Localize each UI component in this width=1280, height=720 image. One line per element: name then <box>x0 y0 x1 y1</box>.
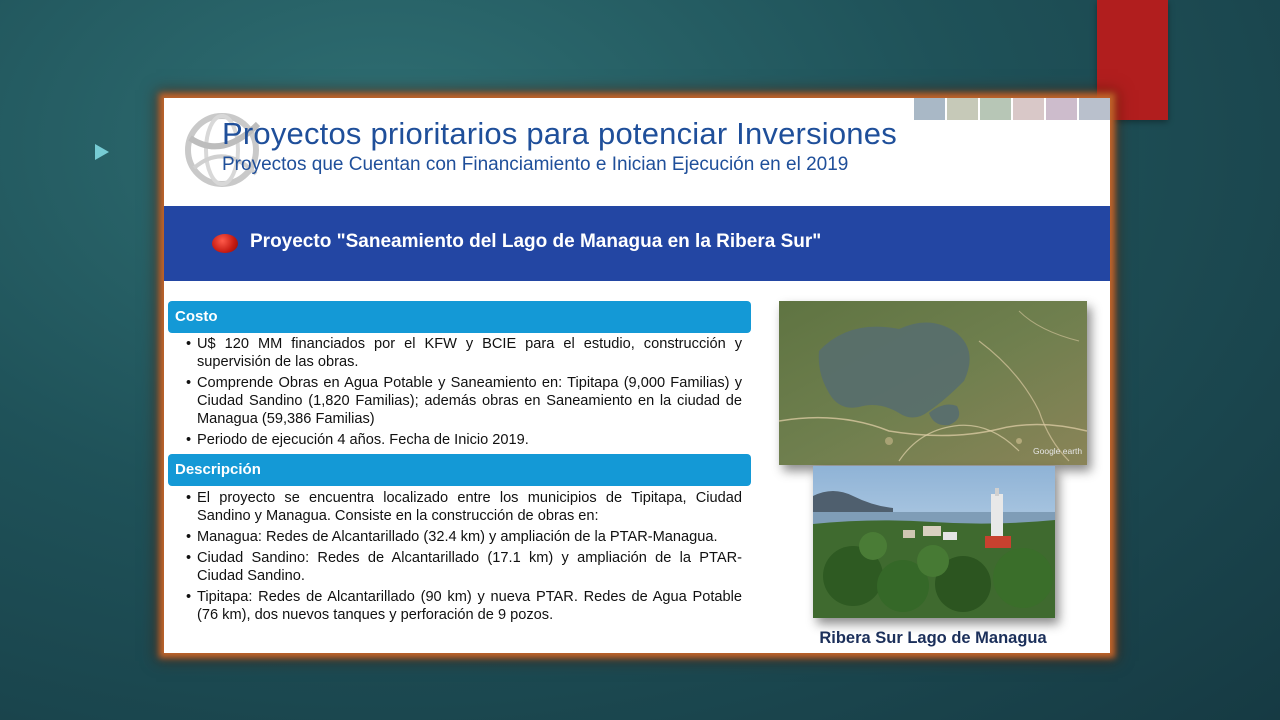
color-swatch <box>914 98 945 120</box>
list-item: • Periodo de ejecución 4 años. Fecha de Inicio 2019. <box>186 431 742 449</box>
red-bullet-icon <box>212 234 238 253</box>
descripcion-heading: Descripción <box>168 454 751 486</box>
arrow-icon <box>95 144 109 160</box>
project-banner <box>164 206 1110 281</box>
color-swatches <box>912 98 1110 120</box>
page-subtitle: Proyectos que Cuentan con Financiamiento e Inician Ejecución en el 2019 <box>222 154 849 175</box>
image-caption: Ribera Sur Lago de Managua <box>819 629 1047 647</box>
list-item: • Managua: Redes de Alcantarillado (32.4 km) y ampliación de la PTAR-Managua. <box>186 528 742 546</box>
slide-card <box>164 98 1110 653</box>
list-item: • Tipitapa: Redes de Alcantarillado (90 km) y nueva PTAR. Redes de Agua Potable (76 km), dos nuevos tanques y perforación de 9 pozos. <box>186 588 742 624</box>
costo-list <box>186 335 742 452</box>
color-swatch <box>1046 98 1077 120</box>
descripcion-list <box>186 489 742 627</box>
city-photo-image <box>813 466 1055 618</box>
satellite-map-image <box>779 301 1087 465</box>
list-item: • El proyecto se encuentra localizado entre los municipios de Tipitapa, Ciudad Sandino y Managua. Consiste en la construcción de obras en: <box>186 489 742 525</box>
map-watermark: Google earth <box>1033 446 1083 456</box>
list-item: • U$ 120 MM financiados por el KFW y BCIE para el estudio, construcción y supervisión de las obras. <box>186 335 742 371</box>
color-swatch <box>947 98 978 120</box>
list-item: • Comprende Obras en Agua Potable y Saneamiento en: Tipitapa (9,000 Familias) y Ciudad Sandino (1,820 Familias); además obras en Saneamiento en la ciudad de Managua (59,386 Familias) <box>186 374 742 428</box>
color-swatch <box>1079 98 1110 120</box>
page-title: Proyectos prioritarios para potenciar Inversiones <box>222 116 897 151</box>
color-swatch <box>1013 98 1044 120</box>
project-banner-title: Proyecto "Saneamiento del Lago de Managua en la Ribera Sur" <box>250 231 822 252</box>
costo-heading: Costo <box>168 301 751 333</box>
color-swatch <box>980 98 1011 120</box>
list-item: • Ciudad Sandino: Redes de Alcantarillado (17.1 km) y ampliación de la PTAR- Ciudad Sandino. <box>186 549 742 585</box>
